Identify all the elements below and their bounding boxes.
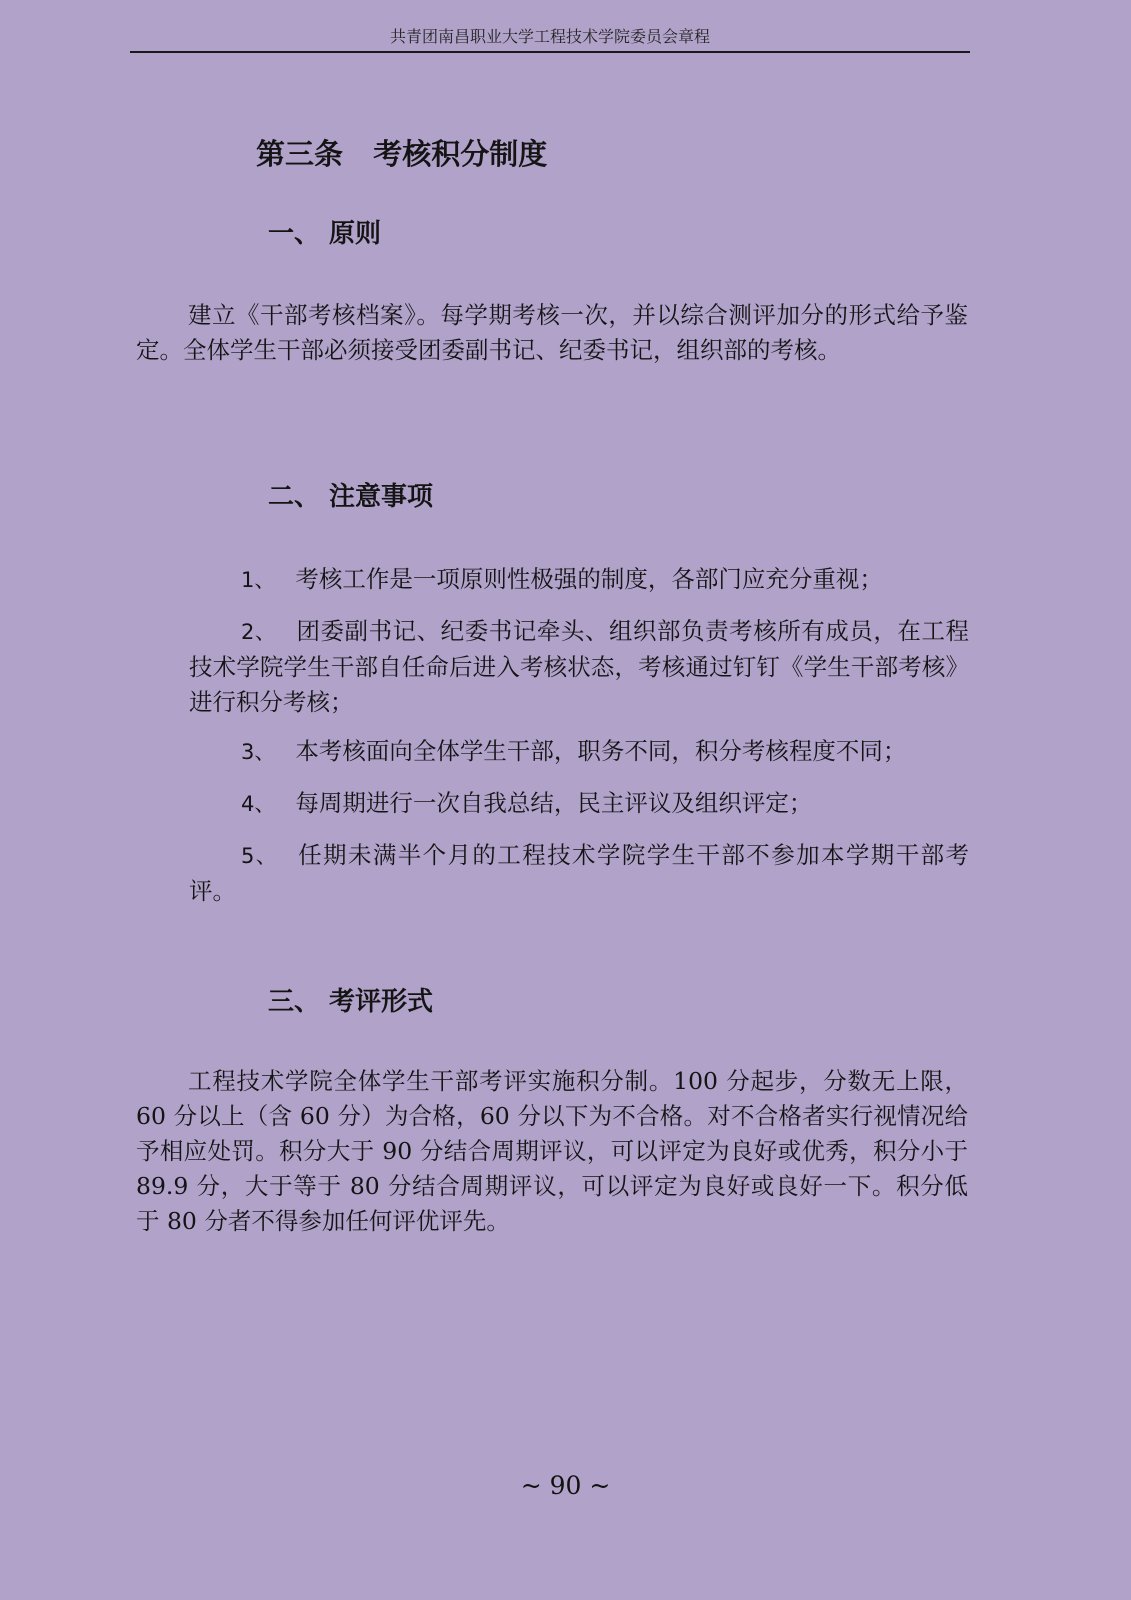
page-number: ~ 90 ~ xyxy=(520,1471,611,1500)
list-item-text: 考核工作是一项原则性极强的制度，各部门应充分重视； xyxy=(295,565,883,593)
list-item xyxy=(189,838,969,909)
list-item xyxy=(189,786,969,822)
list-item xyxy=(189,562,969,598)
section-paragraph-evaluation-form: 工程技术学院全体学生干部考评实施积分制。100 分起步，分数无上限， 60 分以上（含 60 分）为合格，60 分以下为不合格。对不合格者实行视情况给予相应处罚。积分大于 90 分结合周期评议，可以评定为良好或优秀，积分小于 89.9 分，大于等于 80 分结合周期评议，可以评定为良好或良好一下。积分低于 80 分者不得参加任何评优评先。 xyxy=(136,1067,968,1235)
list-item-text: 每周期进行一次自我总结，民主评议及组织评定； xyxy=(295,789,813,817)
header-divider xyxy=(130,51,970,53)
list-item xyxy=(189,614,969,720)
section-title-evaluation-form: 三、 考评形式 xyxy=(268,987,434,1017)
section-title-principle: 一、 原则 xyxy=(268,219,382,249)
article-title: 第三条 考核积分制度 xyxy=(256,137,548,171)
list-item-text: 任期未满半个月的工程技术学院学生干部不参加本学期干部考评。 xyxy=(189,841,969,905)
list-item xyxy=(189,734,969,770)
section-paragraph-principle: 建立《干部考核档案》。每学期考核一次，并以综合测评加分的形式给予鉴定。全体学生干部必须接受团委副书记、纪委书记，组织部的考核。 xyxy=(136,301,968,364)
list-item-number: 5、 xyxy=(241,844,279,868)
list-item-number: 1、 xyxy=(241,568,276,592)
list-item-number: 3、 xyxy=(241,740,276,764)
section-title-notes: 二、 注意事项 xyxy=(268,482,434,512)
list-item-text: 团委副书记、纪委书记牵头、组织部负责考核所有成员，在工程技术学院学生干部自任命后进入考核状态，考核通过钉钉《学生干部考核》进行积分考核； xyxy=(189,617,969,716)
list-item-number: 2、 xyxy=(241,620,277,644)
list-item-text: 本考核面向全体学生干部，职务不同，积分考核程度不同； xyxy=(295,737,907,765)
list-item-number: 4、 xyxy=(241,792,276,816)
running-header: 共青团南昌职业大学工程技术学院委员会章程 xyxy=(389,27,710,46)
